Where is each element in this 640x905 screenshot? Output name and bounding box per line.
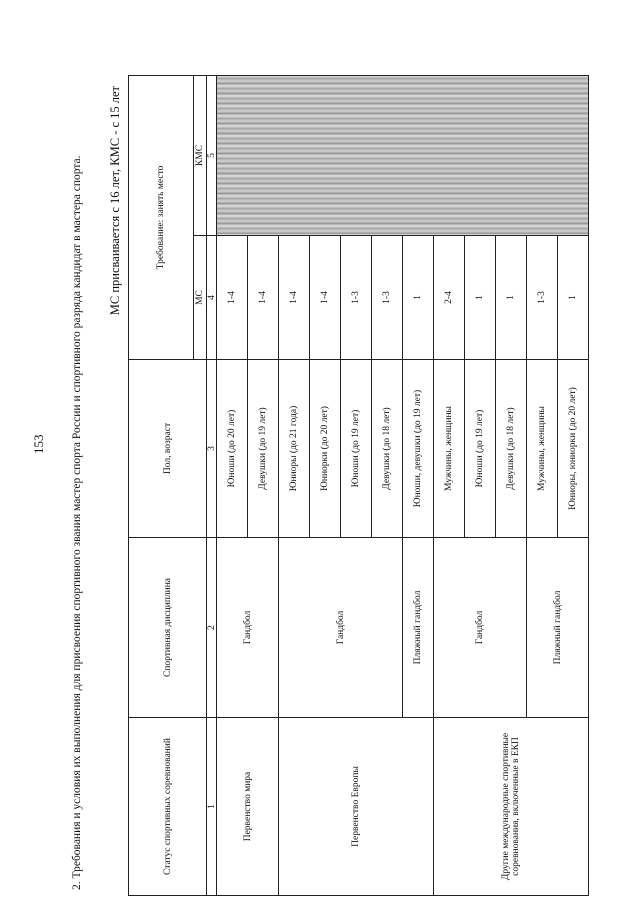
ms-place-cell: 2-4 — [434, 236, 465, 360]
sex-age-cell: Юниоры, юниорки (до 20 лет) — [558, 360, 589, 538]
ms-place-cell: 1-4 — [248, 236, 279, 360]
header-sex-age: Пол, возраст — [129, 360, 207, 538]
discipline-cell: Гандбол — [217, 538, 279, 718]
column-number-row — [207, 76, 217, 896]
column-number: 5 — [207, 76, 217, 236]
sex-age-cell: Юноши, девушки (до 19 лет) — [403, 360, 434, 538]
ms-place-cell: 1-3 — [527, 236, 558, 360]
age-note: МС присваивается с 16 лет, КМС - с 15 лет — [108, 86, 122, 316]
sex-age-cell: Девушки (до 19 лет) — [248, 360, 279, 538]
sex-age-cell: Мужчины, женщины — [527, 360, 558, 538]
rotated-page-content — [70, 76, 630, 896]
header-kms: КМС — [194, 76, 207, 236]
column-number: 4 — [207, 236, 217, 360]
sex-age-cell: Юноши (до 20 лет) — [217, 360, 248, 538]
requirements-table — [128, 75, 589, 896]
column-number: 1 — [207, 718, 217, 896]
ms-place-cell: 1-3 — [341, 236, 372, 360]
ms-place-cell: 1-4 — [279, 236, 310, 360]
ms-place-cell: 1 — [465, 236, 496, 360]
status-cell: Другие международные спортивные соревнования, включенные в ЕКП — [434, 718, 589, 896]
sex-age-cell: Юниоры (до 21 года) — [279, 360, 310, 538]
page-number: 153 — [31, 434, 46, 454]
table-row — [217, 76, 248, 896]
section-heading: 2. Требования и условия их выполнения для присвоения спортивного звания мастер спорта России и спортивного разряда кандидат в мастера спорта. — [71, 155, 83, 890]
ms-place-cell: 1 — [496, 236, 527, 360]
sex-age-cell: Юноши (до 19 лет) — [465, 360, 496, 538]
column-number: 3 — [207, 360, 217, 538]
discipline-cell: Пляжный гандбол — [527, 538, 589, 718]
sex-age-cell: Юноши (до 19 лет) — [341, 360, 372, 538]
ms-place-cell: 1-3 — [372, 236, 403, 360]
header-discipline: Спортивная дисциплина — [129, 538, 207, 718]
ms-place-cell: 1-4 — [310, 236, 341, 360]
ms-place-cell: 1 — [403, 236, 434, 360]
kms-shaded-cell — [217, 76, 589, 236]
ms-place-cell: 1 — [558, 236, 589, 360]
discipline-cell: Гандбол — [279, 538, 403, 718]
sex-age-cell: Юниорки (до 20 лет) — [310, 360, 341, 538]
ms-place-cell: 1-4 — [217, 236, 248, 360]
status-cell: Первенство Европы — [279, 718, 434, 896]
sex-age-cell: Девушки (до 18 лет) — [372, 360, 403, 538]
sex-age-cell: Мужчины, женщины — [434, 360, 465, 538]
header-requirement: Требование: занять место — [129, 76, 194, 360]
header-ms: МС — [194, 236, 207, 360]
status-cell: Первенство мира — [217, 718, 279, 896]
sex-age-cell: Девушки (до 18 лет) — [496, 360, 527, 538]
column-number: 2 — [207, 538, 217, 718]
discipline-cell: Пляжный гандбол — [403, 538, 434, 718]
header-status: Статус спортивных соревнований — [129, 718, 207, 896]
discipline-cell: Гандбол — [434, 538, 527, 718]
